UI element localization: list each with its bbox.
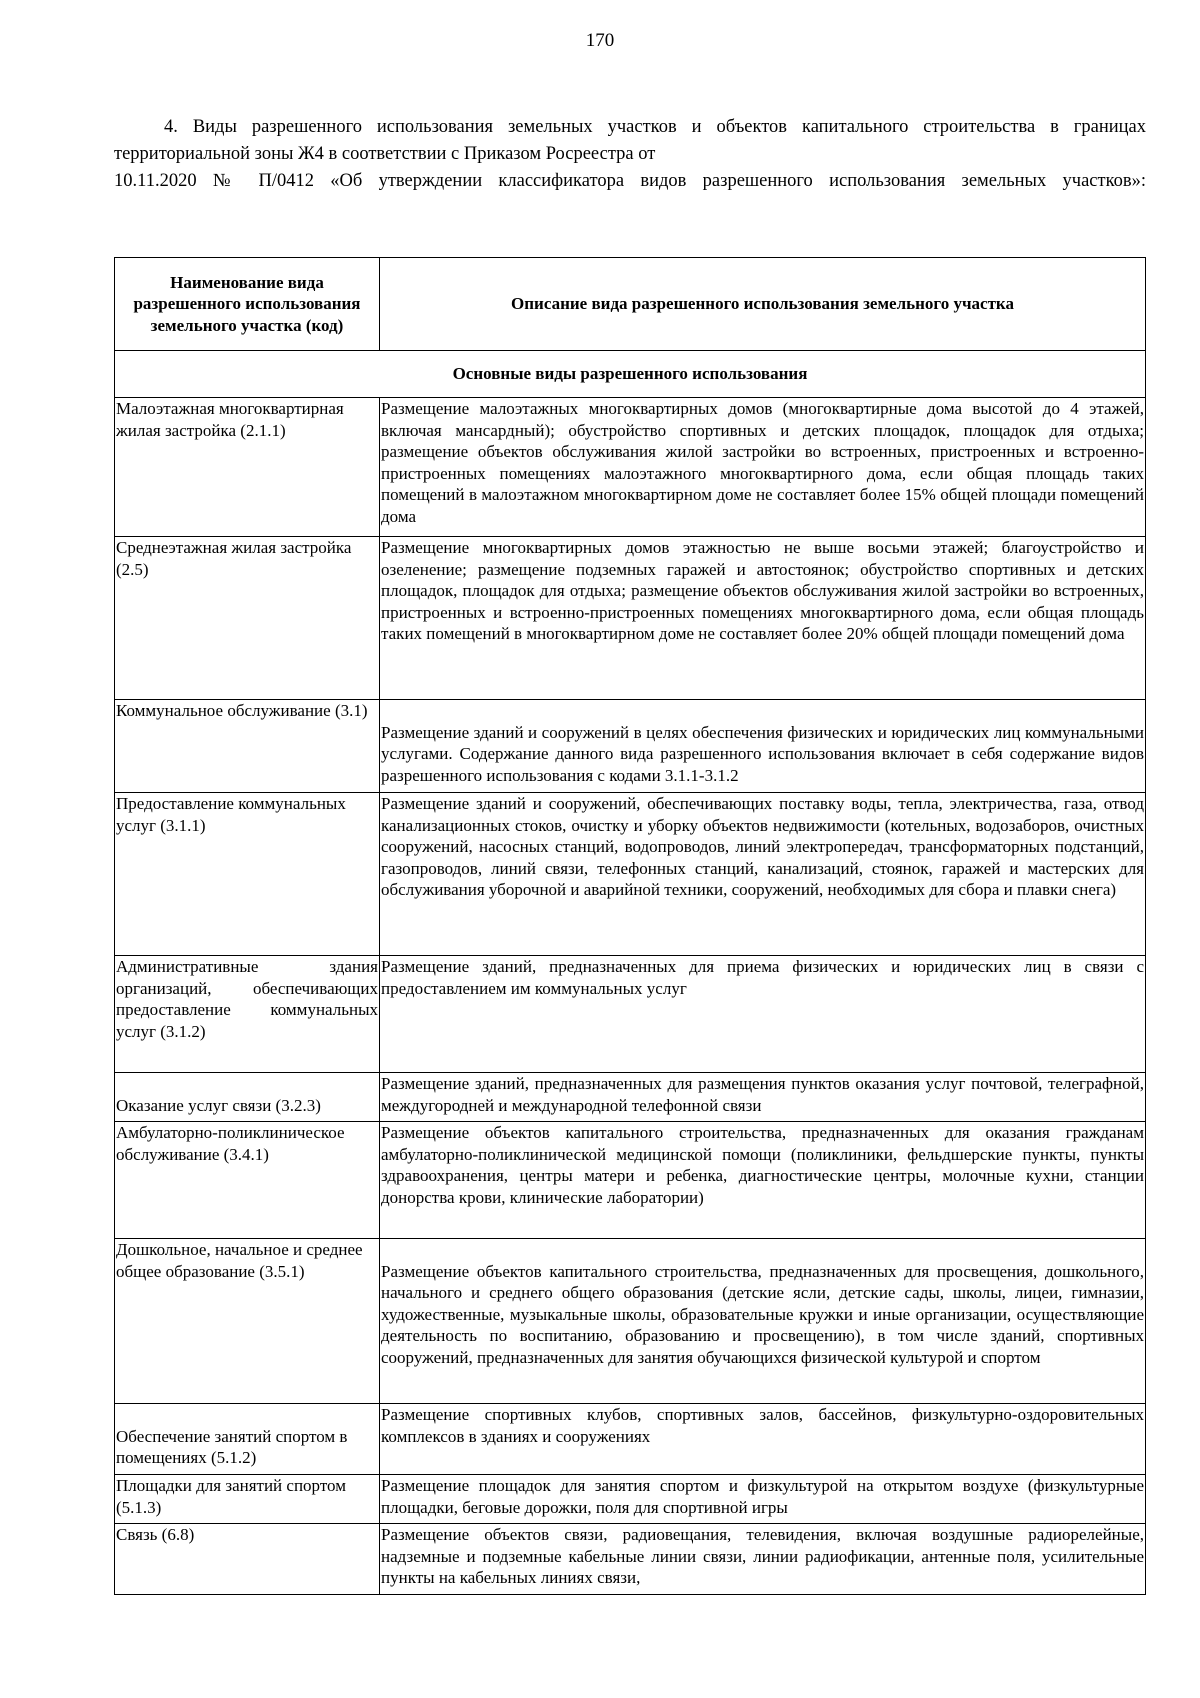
use-description: Размещение объектов капитального строительства, предназначенных для просвещения, дошкольного, начального и среднего общего образования (детские ясли, детские сады, школы, лицеи, гимназии, художественные, музыкальные школы, образовательные кружки и иные организации, осуществляющие деятельность по воспитанию, образованию и просвещению), в том числе зданий, спортивных сооружений, предназначенных для занятия обучающихся физической культурой и спортом (381, 1261, 1144, 1367)
use-name: Предоставление коммунальных услуг (3.1.1) (115, 793, 380, 956)
section-row (115, 351, 1146, 398)
table-header-row (115, 258, 1146, 351)
use-description: Размещение зданий, предназначенных для приема физических и юридических лиц в связи с предоставлением им коммунальных услуг (380, 956, 1146, 1073)
use-name-cell (115, 1404, 380, 1475)
intro-line-1: 4. Виды разрешенного использования земельных участков и объектов капитального строительства в границах территориальной зоны Ж4 в соответствии с Приказом Росреестра от (114, 117, 1146, 164)
use-name: Амбулаторно-поликлиническое обслуживание (3.4.1) (115, 1122, 380, 1239)
page-number: 170 (585, 30, 615, 51)
use-name: Оказание услуг связи (3.2.3) (116, 1095, 321, 1115)
intro-line-2: 10.11.2020 № П/0412 «Об утверждении классификатора видов разрешенного использования земельных участков»: (114, 171, 1146, 191)
use-name-cell (115, 1073, 380, 1122)
use-name: Малоэтажная многоквартирная жилая застройка (2.1.1) (115, 398, 380, 537)
use-description: Размещение объектов связи, радиовещания, телевидения, включая воздушные радиорелейные, надземные и подземные кабельные линии связи, линии радиофикации, антенные поля, усилительные пункты на кабельных линиях связи, (380, 1524, 1146, 1595)
use-name: Административные здания организаций, обеспечивающих предоставление коммунальных услуг (3.1.2) (115, 956, 380, 1073)
intro-paragraph (114, 114, 1146, 195)
use-description: Размещение спортивных клубов, спортивных залов, бассейнов, физкультурно-оздоровительных комплексов в зданиях и сооружениях (380, 1404, 1146, 1475)
table-row (115, 1073, 1146, 1122)
table-row (115, 1239, 1146, 1404)
use-description: Размещение объектов капитального строительства, предназначенных для оказания гражданам амбулаторно-поликлинической медицинской помощи (поликлиники, фельдшерские пункты, пункты здравоохранения, центры матери и ребенка, диагностические центры, молочные кухни, станции донорства крови, клинические лаборатории) (380, 1122, 1146, 1239)
use-description: Размещение зданий, предназначенных для размещения пунктов оказания услуг почтовой, телеграфной, междугородней и международной телефонной связи (380, 1073, 1146, 1122)
use-name: Среднеэтажная жилая застройка (2.5) (115, 537, 380, 700)
header-name: Наименование вида разрешенного использования земельного участка (код) (115, 258, 380, 351)
table-row (115, 1475, 1146, 1524)
table-row (115, 537, 1146, 700)
use-name: Коммунальное обслуживание (3.1) (115, 700, 380, 793)
table-row (115, 956, 1146, 1073)
table-row (115, 793, 1146, 956)
use-description: Размещение зданий и сооружений, обеспечивающих поставку воды, тепла, электричества, газа, отвод канализационных стоков, очистку и уборку объектов недвижимости (котельных, водозаборов, очистных сооружений, насосных станций, водопроводов, линий электропередач, трансформаторных подстанций, газопроводов, линий связи, телефонных станций, канализаций, стоянок, гаражей и мастерских для обслуживания уборочной и аварийной техники, сооружений, необходимых для сбора и плавки снега) (380, 793, 1146, 956)
use-description-cell (380, 1239, 1146, 1404)
header-description: Описание вида разрешенного использования земельного участка (380, 258, 1146, 351)
land-use-table (114, 257, 1146, 1595)
use-description: Размещение зданий и сооружений в целях обеспечения физических и юридических лиц коммунальными услугами. Содержание данного вида разрешенного использования включает в себя содержание видов разрешенного использования с кодами 3.1.1-3.1.2 (381, 722, 1144, 785)
use-description-cell (380, 700, 1146, 793)
use-name: Дошкольное, начальное и среднее общее образование (3.5.1) (115, 1239, 380, 1404)
table-row (115, 398, 1146, 537)
table-row (115, 1524, 1146, 1595)
use-description: Размещение площадок для занятия спортом и физкультурой на открытом воздухе (физкультурные площадки, беговые дорожки, поля для спортивной игры (380, 1475, 1146, 1524)
use-name: Связь (6.8) (115, 1524, 380, 1595)
table-row (115, 700, 1146, 793)
use-description: Размещение многоквартирных домов этажностью не выше восьми этажей; благоустройство и озеленение; размещение подземных гаражей и автостоянок; обустройство спортивных и детских площадок, площадок для отдыха; размещение объектов обслуживания жилой застройки во встроенных, пристроенных и встроенно-пристроенных помещениях многоквартирного дома, если общая площадь таких помещений в многоквартирном доме не составляет более 20% общей площади помещений дома (380, 537, 1146, 700)
table-row (115, 1122, 1146, 1239)
use-name: Площадки для занятий спортом (5.1.3) (115, 1475, 380, 1524)
use-description: Размещение малоэтажных многоквартирных домов (многоквартирные дома высотой до 4 этажей, включая мансардный); обустройство спортивных и детских площадок, площадок для отдыха; размещение объектов обслуживания жилой застройки во встроенных, пристроенных и встроенно-пристроенных помещениях малоэтажного многоквартирного дома, если общая площадь таких помещений в малоэтажном многоквартирном доме не составляет более 15% общей площади помещений дома (380, 398, 1146, 537)
section-title: Основные виды разрешенного использования (115, 351, 1146, 398)
use-name: Обеспечение занятий спортом в помещениях (5.1.2) (116, 1426, 348, 1467)
table-row (115, 1404, 1146, 1475)
